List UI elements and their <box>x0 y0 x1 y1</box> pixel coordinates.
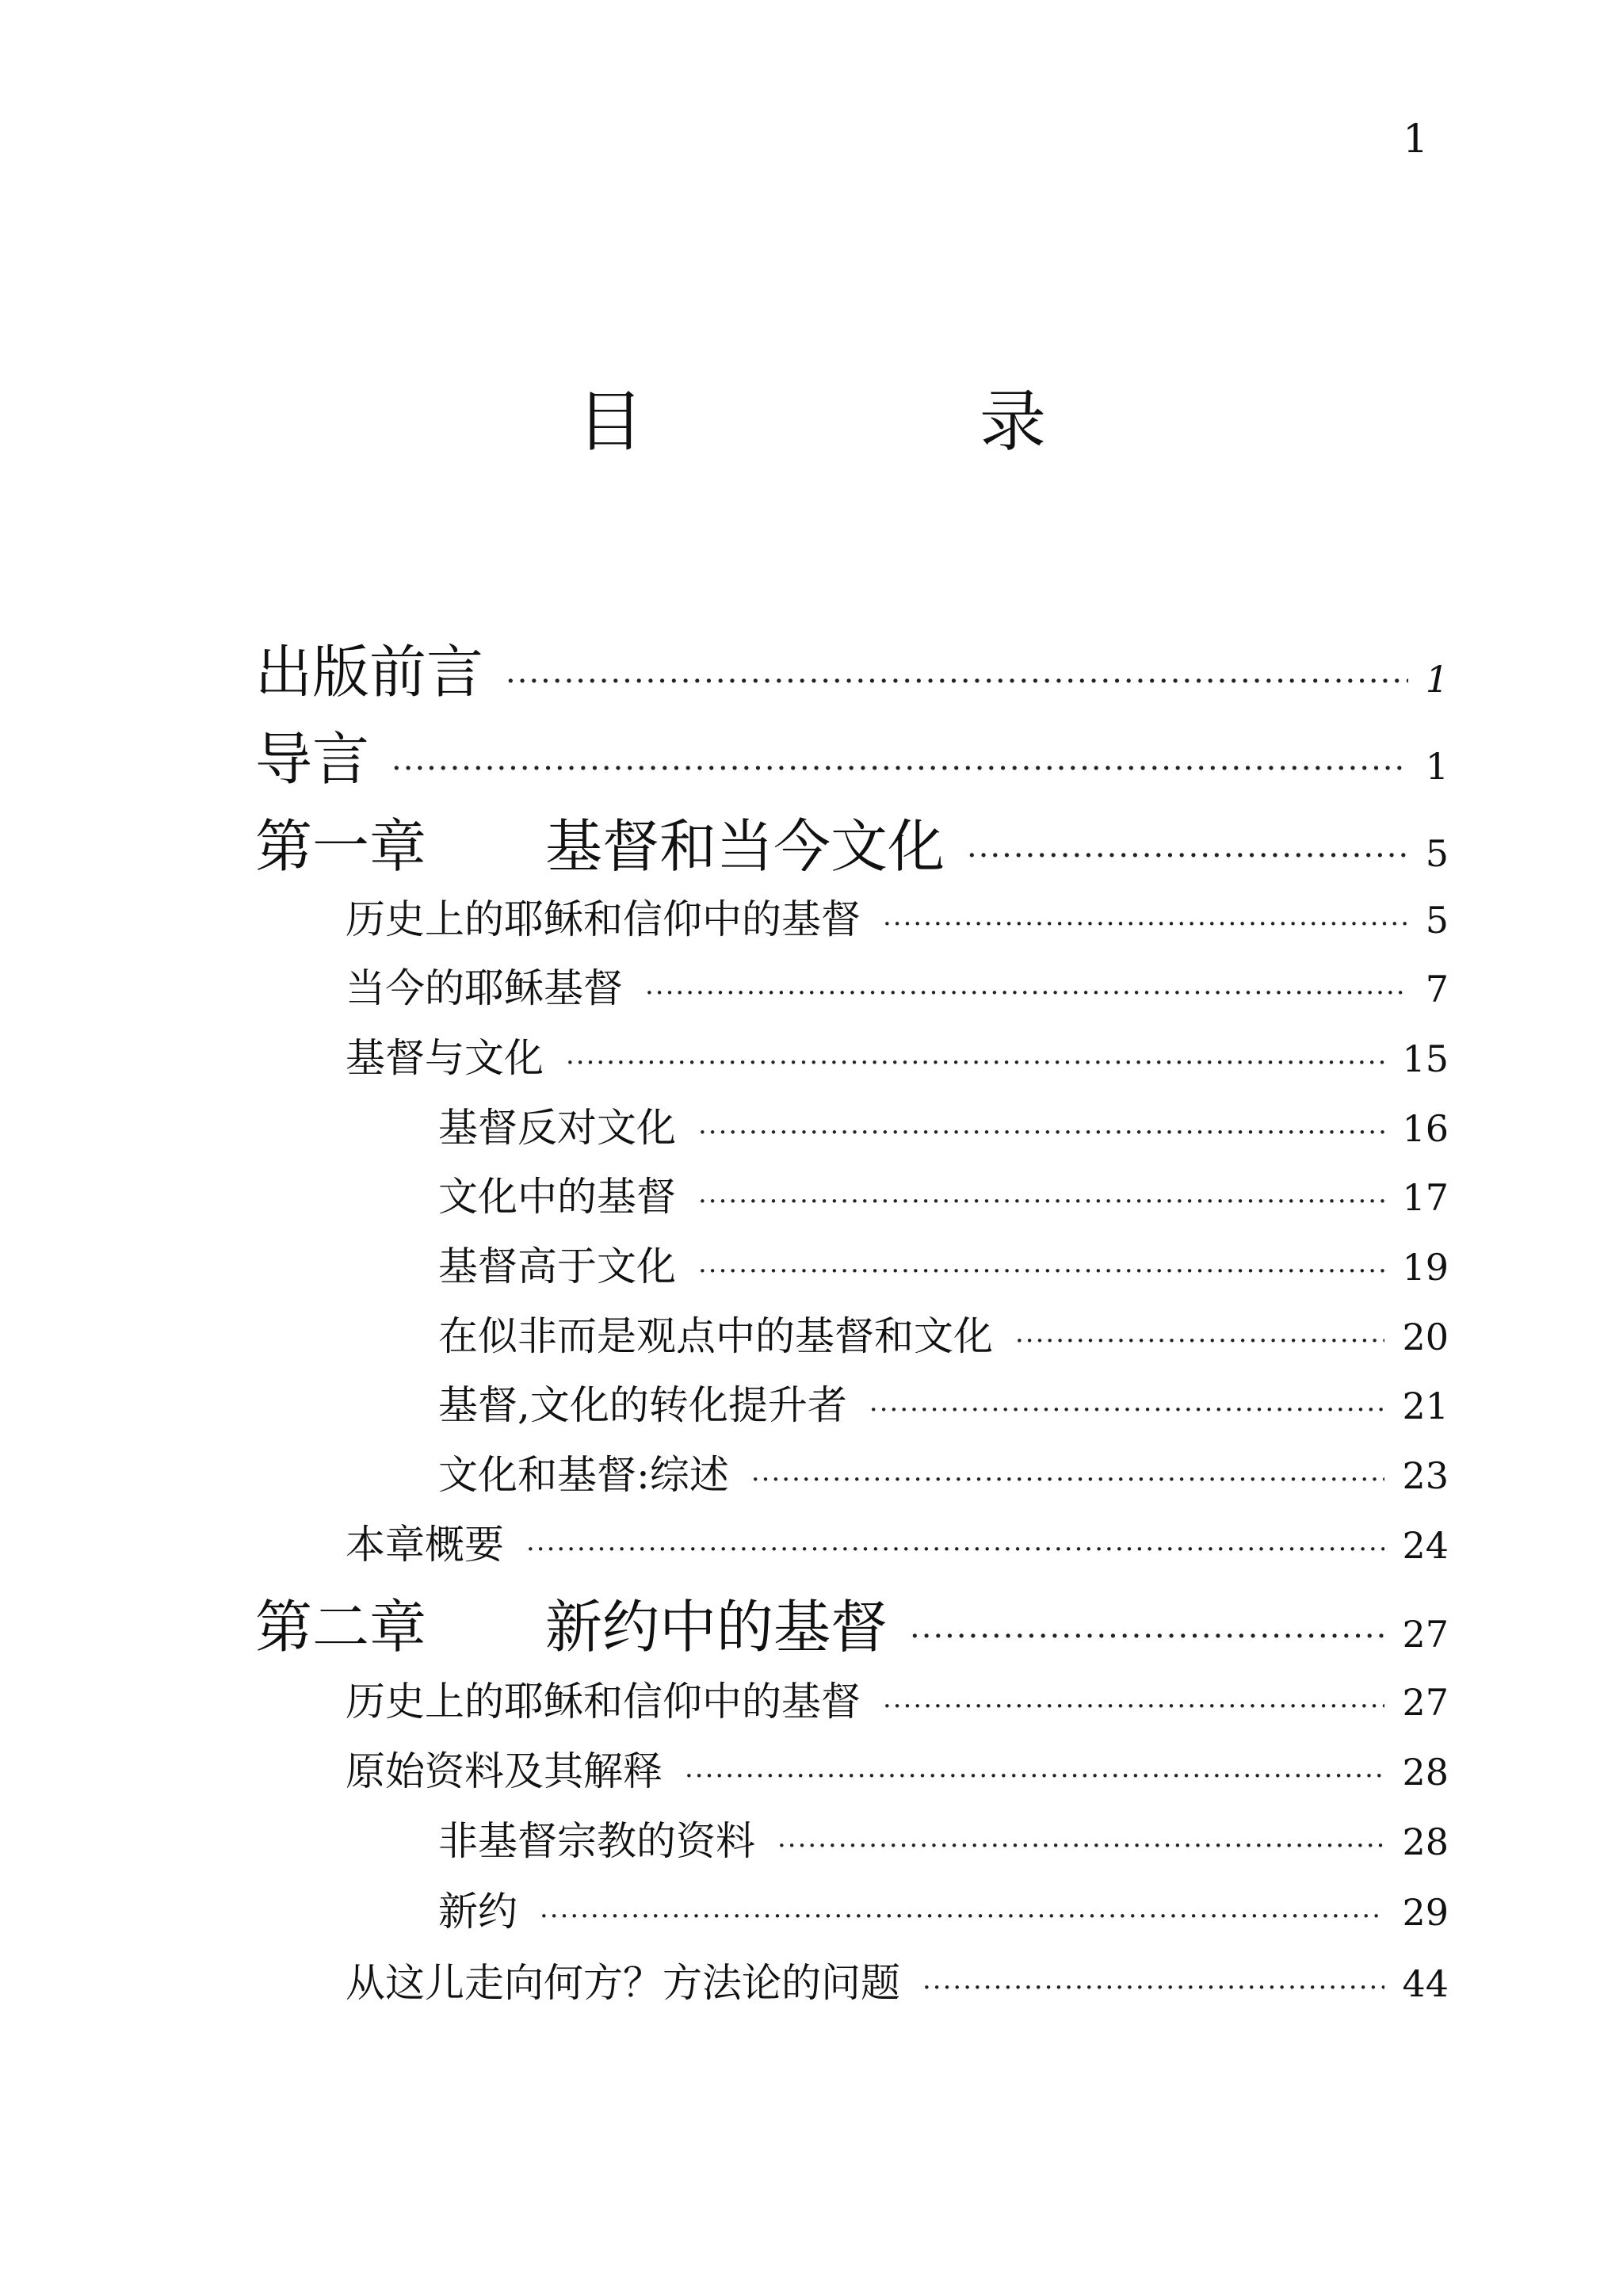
toc-entry-label: 当今的耶稣基督 <box>346 965 623 1011</box>
toc-entry-page: 27 <box>1402 1613 1449 1656</box>
toc-entry-chapter-2[interactable] <box>255 1581 1449 1664</box>
toc-entry-page: 28 <box>1402 1751 1449 1794</box>
dot-leader <box>506 663 1408 700</box>
toc-entry-page: 28 <box>1402 1820 1449 1863</box>
toc-entry-label: 文化和基督:综述 <box>438 1452 729 1498</box>
dot-leader <box>910 1618 1384 1655</box>
toc-entry[interactable] <box>346 957 1449 1014</box>
toc-entry[interactable] <box>346 888 1449 945</box>
toc-title: 目 录 <box>576 383 1181 460</box>
toc-entry-label: 历史上的耶稣和信仰中的基督 <box>346 1679 861 1725</box>
toc-entry-label: 原始资料及其解释 <box>346 1748 663 1794</box>
toc-entry-page: 20 <box>1402 1316 1449 1358</box>
dot-leader <box>883 908 1408 940</box>
dot-leader <box>751 1464 1385 1496</box>
toc-entry[interactable] <box>438 1305 1449 1362</box>
dot-leader <box>922 1972 1384 2004</box>
dot-leader <box>526 1534 1384 1565</box>
toc-entry-page: 7 <box>1425 968 1449 1010</box>
toc-entry-page: 21 <box>1402 1385 1449 1427</box>
toc-entry-label: 基督与文化 <box>346 1035 544 1081</box>
toc-entry-introduction[interactable] <box>255 713 1449 796</box>
toc-entry-page: 17 <box>1402 1176 1449 1219</box>
toc-entry-label: 基督反对文化 <box>438 1105 676 1151</box>
toc-entry-label: 文化中的基督 <box>438 1174 676 1220</box>
toc-entry[interactable] <box>438 1373 1449 1431</box>
toc-entry-page: 19 <box>1402 1246 1449 1289</box>
toc-entry[interactable] <box>438 1165 1449 1222</box>
toc-entry-label: 历史上的耶稣和信仰中的基督 <box>346 896 861 942</box>
toc-entry-label: 第二章 <box>255 1594 427 1660</box>
toc-entry[interactable] <box>438 1880 1449 1937</box>
toc-entry-label: 从这儿走向何方？方法论的问题 <box>346 1960 900 2006</box>
toc-entry-page: 15 <box>1402 1037 1449 1080</box>
toc-entry-page: 44 <box>1402 1962 1449 2005</box>
toc-entry-label: 出版前言 <box>255 639 484 705</box>
toc-chapter-name: 基督和当今文化 <box>545 813 945 880</box>
toc-chapter-name: 新约中的基督 <box>545 1594 888 1660</box>
toc-entry-label: 基督,文化的转化提升者 <box>438 1382 847 1428</box>
toc-entry[interactable] <box>346 1740 1449 1797</box>
toc-entry[interactable] <box>438 1096 1449 1153</box>
toc-entry-label: 在似非而是观点中的基督和文化 <box>438 1313 993 1359</box>
dot-leader <box>1015 1325 1384 1357</box>
dot-leader <box>540 1901 1384 1932</box>
toc-entry-label: 第一章 <box>255 813 427 880</box>
toc-entry-page: 27 <box>1402 1681 1449 1724</box>
toc-entry-label: 基督高于文化 <box>438 1244 676 1289</box>
toc-entry[interactable] <box>346 1513 1449 1570</box>
toc-entry-preface[interactable] <box>255 626 1449 709</box>
toc-entry-page: 5 <box>1425 899 1449 942</box>
toc-entry[interactable] <box>346 1951 1449 2008</box>
toc-entry[interactable] <box>438 1235 1449 1292</box>
dot-leader <box>645 977 1408 1009</box>
dot-leader <box>777 1830 1384 1862</box>
toc-entry[interactable] <box>346 1670 1449 1727</box>
toc-entry-page: 24 <box>1402 1524 1449 1567</box>
toc-entry-page: 5 <box>1425 832 1449 875</box>
toc-entry[interactable] <box>346 1026 1449 1083</box>
dot-leader <box>967 838 1408 874</box>
toc-entry-label: 新约 <box>438 1889 517 1935</box>
toc-entry-label: 本章概要 <box>346 1522 504 1568</box>
toc-entry[interactable] <box>438 1809 1449 1866</box>
dot-leader <box>869 1394 1385 1426</box>
dot-leader <box>698 1255 1384 1287</box>
toc-entry-page: 1 <box>1425 745 1449 788</box>
toc-entry-page: 16 <box>1402 1107 1449 1150</box>
toc-entry-label: 非基督宗教的资料 <box>438 1818 755 1864</box>
toc-entry-chapter-1[interactable] <box>255 800 1449 883</box>
toc-entry-page: 23 <box>1402 1454 1449 1497</box>
dot-leader <box>566 1047 1384 1079</box>
dot-leader <box>883 1690 1384 1722</box>
toc-entry-page: 1 <box>1425 658 1449 701</box>
dot-leader <box>685 1760 1384 1792</box>
dot-leader <box>698 1186 1384 1217</box>
toc-entry-label: 导言 <box>255 726 370 793</box>
page-number: 1 <box>1403 116 1428 162</box>
dot-leader <box>391 751 1408 787</box>
toc-entry[interactable] <box>438 1443 1449 1500</box>
toc-entry-page: 29 <box>1402 1891 1449 1934</box>
dot-leader <box>698 1117 1384 1148</box>
